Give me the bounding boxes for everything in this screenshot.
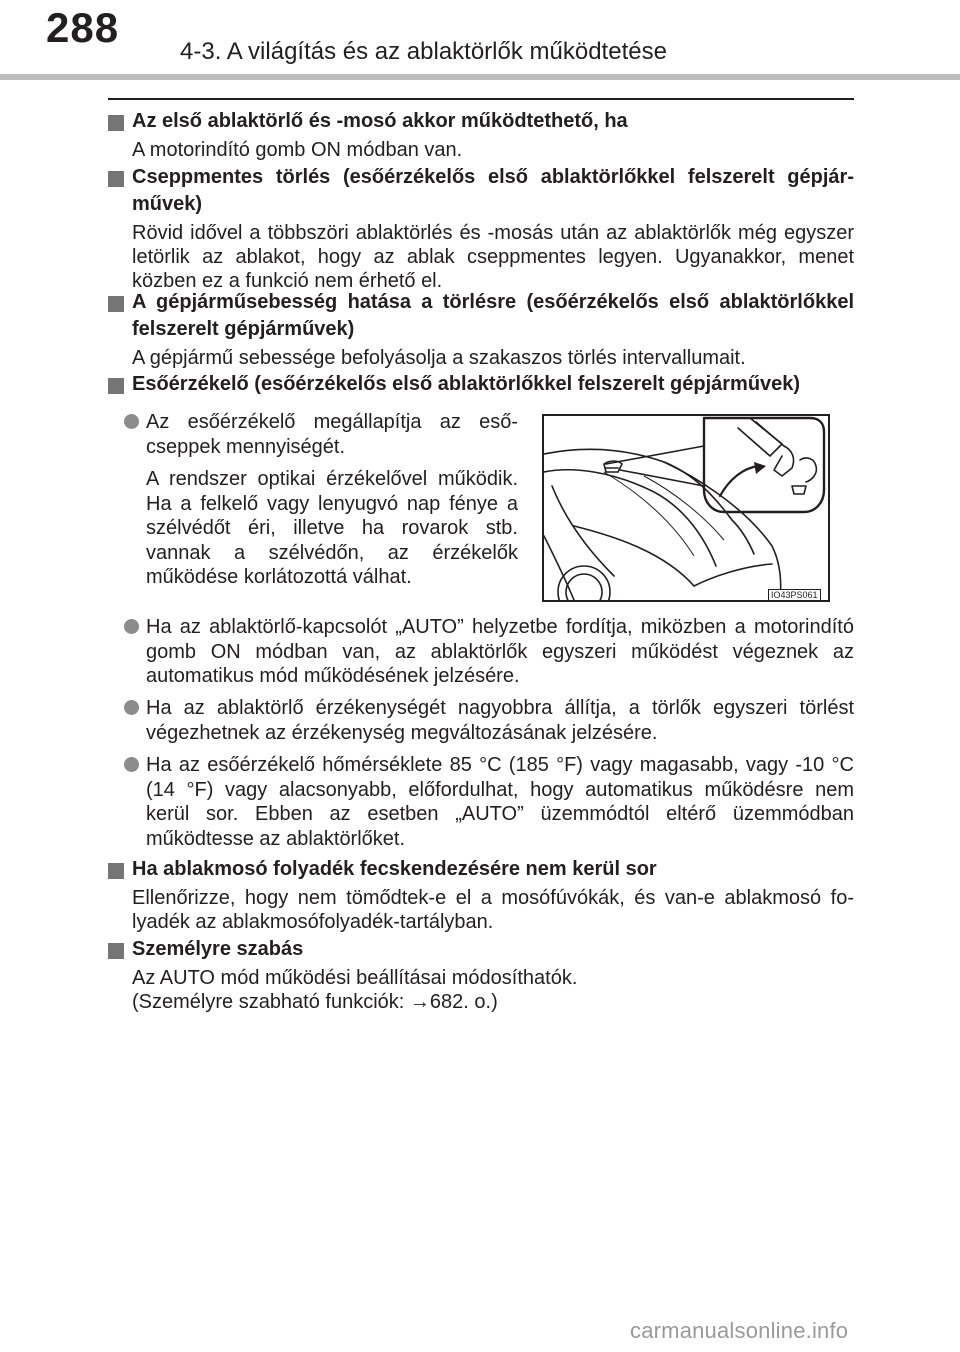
square-bullet-icon [108, 943, 124, 959]
round-bullet-icon [124, 619, 139, 634]
bullet-text: Az esőérzékelő megállapítja az esőcseppek mennyiségét. [146, 411, 518, 458]
section-vehicle-speed [108, 289, 854, 370]
square-bullet-icon [108, 296, 124, 312]
bullet-item [124, 753, 854, 851]
section-heading: Az első ablaktörlő és -mosó akkor működtethető, ha [132, 110, 628, 132]
bullet-text: Ha az ablaktörlő érzékenységét nagyobbra állítja, a törlők egyszeri törlést végezhetnek az érzékenység megváltozásának jelzésére. [146, 697, 854, 744]
section-rain-sensor [108, 371, 854, 398]
section-body-reference: (Személyre szabható funkciók: →682. o.) [132, 991, 498, 1013]
square-bullet-icon [108, 115, 124, 131]
content-top-rule [108, 98, 854, 100]
car-windshield-rain-sensor-icon [544, 416, 828, 600]
bullet-item [124, 615, 854, 689]
round-bullet-icon [124, 757, 139, 772]
page-header [0, 0, 960, 80]
section-body: Ellenőrizze, hogy nem tömődtek-e el a mosófúvókák, és van-e ablakmosó folyadék az ablakmosófolyadék-tartályban. [132, 887, 854, 933]
square-bullet-icon [108, 171, 124, 187]
section-heading: Cseppmentes törlés (esőérzékelős első ablaktörlőkkel felszerelt gépjárművek) [132, 166, 854, 215]
car-windshield-illustration [542, 414, 830, 602]
bullet-continuation: A rendszer optikai érzékelővel működik. Ha a felkelő vagy lenyugvó nap fénye a szélvédőt éri, illetve ha rovarok stb. vannak a szélvédőn, az érzékelők működése korlátozottá válhat. [146, 468, 518, 588]
section-washer-fluid [108, 856, 854, 934]
round-bullet-icon [124, 700, 139, 715]
section-heading: Személyre szabás [132, 938, 304, 960]
illustration-code: IO43PS061 [768, 589, 821, 601]
watermark: carmanualsonline.info [630, 1318, 849, 1343]
bullet-item [124, 696, 854, 745]
bullet-item [124, 410, 518, 590]
chapter-title: 4-3. A világítás és az ablaktörlők működtetése [180, 38, 667, 65]
section-wiper-operation [108, 108, 854, 162]
square-bullet-icon [108, 378, 124, 394]
section-body: A gépjármű sebessége befolyásolja a szakaszos törlés intervallumait. [132, 347, 746, 369]
section-heading: A gépjárműsebesség hatása a törlésre (esőérzékelős első ablaktörlőkkel felszerelt gépjárművek) [132, 291, 854, 340]
section-heading: Ha ablakmosó folyadék fecskendezésére nem kerül sor [132, 858, 657, 880]
page-number: 288 [46, 4, 120, 51]
bullet-text: Ha az ablaktörlő-kapcsolót „AUTO” helyzetbe fordítja, miközben a motorindító gomb ON módban van, az ablaktörlők egyszeri működést végeznek az automatikus mód működésének jelzésére. [146, 616, 854, 687]
section-heading: Esőérzékelő (esőérzékelős első ablaktörlőkkel felszerelt gépjárművek) [132, 373, 801, 395]
section-body: Rövid idővel a többszöri ablaktörlés és -mosás után az ablaktörlők még egyszer letörlik az ablakot, hogy az ablak cseppmentes legyen. Ugyanakkor, menet közben ez a funkció nem érhető el. [132, 222, 854, 292]
square-bullet-icon [108, 863, 124, 879]
section-body: A motorindító gomb ON módban van. [132, 139, 463, 161]
bullet-text: Ha az esőérzékelő hőmérséklete 85 °C (185 °F) vagy magasabb, vagy -10 °C (14 °F) vagy alacsonyabb, előfordulhat, hogy automatikus működésre nem kerül sor. Ebben az esetben „AUTO” üzemmódtól eltérő üzemmódban működtesse az ablaktörlőket. [146, 754, 854, 850]
section-drip-wipe [108, 164, 854, 293]
section-customization [108, 936, 854, 1014]
section-body: Az AUTO mód működési beállításai módosíthatók. [132, 967, 578, 989]
round-bullet-icon [124, 414, 139, 429]
header-rule [0, 74, 960, 80]
